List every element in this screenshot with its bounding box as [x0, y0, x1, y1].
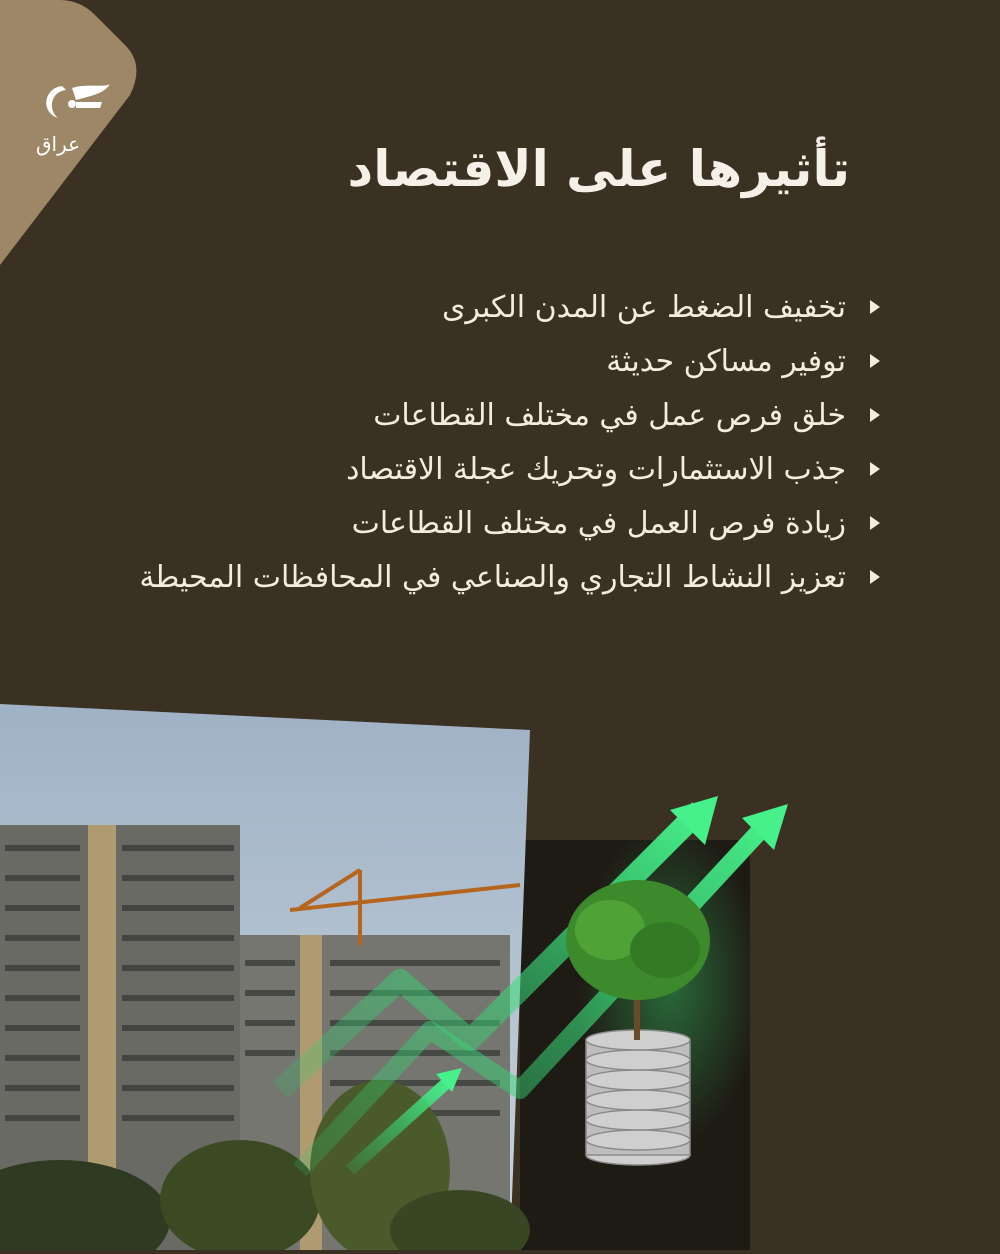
logo-mark-icon: [32, 78, 112, 128]
page-title: تأثيرها على الاقتصاد: [347, 140, 850, 198]
brand-logo: [22, 78, 122, 168]
list-item: خلق فرص عمل في مختلف القطاعات: [120, 388, 880, 442]
bullet-arrow-icon: [870, 516, 880, 530]
bullet-arrow-icon: [870, 408, 880, 422]
bullet-arrow-icon: [870, 462, 880, 476]
list-item: تخفيف الضغط عن المدن الكبرى: [120, 280, 880, 334]
illustration-svg: [0, 700, 1000, 1250]
bullet-arrow-icon: [870, 570, 880, 584]
list-item: توفير مساكن حديثة: [120, 334, 880, 388]
bullet-list: [120, 280, 880, 604]
list-item: تعزيز النشاط التجاري والصناعي في المحافظات المحيطة: [120, 550, 880, 604]
bullet-arrow-icon: [870, 354, 880, 368]
economy-illustration: [0, 700, 1000, 1250]
city-photo: [0, 704, 530, 1250]
list-item: زيادة فرص العمل في مختلف القطاعات: [120, 496, 880, 550]
list-item: جذب الاستثمارات وتحريك عجلة الاقتصاد: [120, 442, 880, 496]
brand-region-label: عراق: [36, 132, 81, 156]
bullet-arrow-icon: [870, 300, 880, 314]
